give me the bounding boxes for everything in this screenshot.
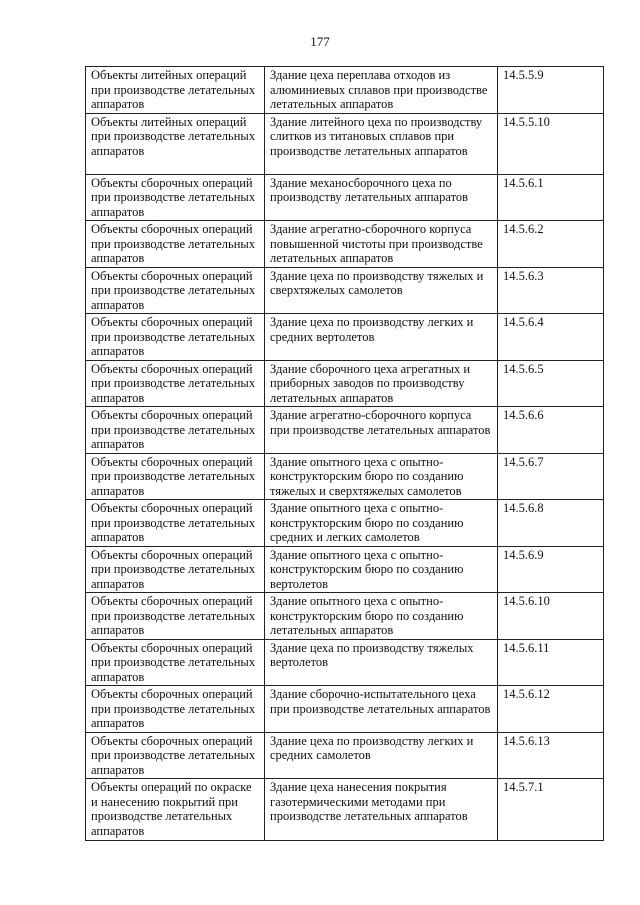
building-cell: Здание цеха по производству легких и средних самолетов [265, 732, 498, 779]
building-cell: Здание цеха по производству тяжелых вертолетов [265, 639, 498, 686]
code-cell: 14.5.7.1 [498, 779, 604, 841]
code-cell: 14.5.6.11 [498, 639, 604, 686]
table-row [86, 686, 604, 733]
code-cell: 14.5.6.9 [498, 546, 604, 593]
building-cell: Здание цеха по производству легких и средних вертолетов [265, 314, 498, 361]
table-row [86, 546, 604, 593]
table-row [86, 407, 604, 454]
code-cell: 14.5.5.10 [498, 113, 604, 174]
building-cell: Здание опытного цеха с опытно-конструкторским бюро по созданию средних и легких самолетов [265, 500, 498, 547]
registry-table-body [86, 67, 604, 841]
building-cell: Здание механосборочного цеха по производству летательных аппаратов [265, 174, 498, 221]
object-type-cell: Объекты сборочных операций при производстве летательных аппаратов [86, 732, 265, 779]
table-row [86, 500, 604, 547]
object-type-cell: Объекты сборочных операций при производстве летательных аппаратов [86, 314, 265, 361]
building-cell: Здание опытного цеха с опытно-конструкторским бюро по созданию тяжелых и сверхтяжелых самолетов [265, 453, 498, 500]
table-row [86, 314, 604, 361]
building-cell: Здание опытного цеха с опытно-конструкторским бюро по созданию летательных аппаратов [265, 593, 498, 640]
building-cell: Здание сборочного цеха агрегатных и приборных заводов по производству летательных аппаратов [265, 360, 498, 407]
code-cell: 14.5.6.8 [498, 500, 604, 547]
page-number: 177 [310, 34, 330, 49]
table-row [86, 174, 604, 221]
object-type-cell: Объекты сборочных операций при производстве летательных аппаратов [86, 453, 265, 500]
table-row [86, 732, 604, 779]
object-type-cell: Объекты сборочных операций при производстве летательных аппаратов [86, 500, 265, 547]
code-cell: 14.5.6.7 [498, 453, 604, 500]
object-type-cell: Объекты сборочных операций при производстве летательных аппаратов [86, 593, 265, 640]
object-type-cell: Объекты сборочных операций при производстве летательных аппаратов [86, 267, 265, 314]
building-cell: Здание цеха по производству тяжелых и сверхтяжелых самолетов [265, 267, 498, 314]
table-row [86, 67, 604, 114]
object-type-cell: Объекты сборочных операций при производстве летательных аппаратов [86, 407, 265, 454]
object-type-cell: Объекты сборочных операций при производстве летательных аппаратов [86, 360, 265, 407]
building-cell: Здание сборочно-испытательного цеха при производстве летательных аппаратов [265, 686, 498, 733]
code-cell: 14.5.6.12 [498, 686, 604, 733]
table-row [86, 267, 604, 314]
code-cell: 14.5.6.2 [498, 221, 604, 268]
building-cell: Здание агрегатно-сборочного корпуса при производстве летательных аппаратов [265, 407, 498, 454]
code-cell: 14.5.6.10 [498, 593, 604, 640]
registry-table [85, 66, 604, 841]
object-type-cell: Объекты литейных операций при производстве летательных аппаратов [86, 67, 265, 114]
table-row [86, 453, 604, 500]
building-cell: Здание агрегатно-сборочного корпуса повышенной чистоты при производстве летательных аппаратов [265, 221, 498, 268]
object-type-cell: Объекты сборочных операций при производстве летательных аппаратов [86, 174, 265, 221]
code-cell: 14.5.6.5 [498, 360, 604, 407]
object-type-cell: Объекты сборочных операций при производстве летательных аппаратов [86, 221, 265, 268]
code-cell: 14.5.5.9 [498, 67, 604, 114]
building-cell: Здание опытного цеха с опытно-конструкторским бюро по созданию вертолетов [265, 546, 498, 593]
object-type-cell: Объекты сборочных операций при производстве летательных аппаратов [86, 546, 265, 593]
object-type-cell: Объекты сборочных операций при производстве летательных аппаратов [86, 686, 265, 733]
building-cell: Здание литейного цеха по производству слитков из титановых сплавов при производстве летательных аппаратов [265, 113, 498, 174]
table-row [86, 593, 604, 640]
object-type-cell: Объекты операций по окраске и нанесению покрытий при производстве летательных аппаратов [86, 779, 265, 841]
object-type-cell: Объекты литейных операций при производстве летательных аппаратов [86, 113, 265, 174]
code-cell: 14.5.6.4 [498, 314, 604, 361]
table-row [86, 360, 604, 407]
code-cell: 14.5.6.6 [498, 407, 604, 454]
code-cell: 14.5.6.13 [498, 732, 604, 779]
building-cell: Здание цеха нанесения покрытия газотермическими методами при производстве летательных аппаратов [265, 779, 498, 841]
table-row [86, 113, 604, 174]
code-cell: 14.5.6.3 [498, 267, 604, 314]
table-row [86, 639, 604, 686]
table-row [86, 221, 604, 268]
table-row [86, 779, 604, 841]
object-type-cell: Объекты сборочных операций при производстве летательных аппаратов [86, 639, 265, 686]
building-cell: Здание цеха переплава отходов из алюминиевых сплавов при производстве летательных аппаратов [265, 67, 498, 114]
code-cell: 14.5.6.1 [498, 174, 604, 221]
